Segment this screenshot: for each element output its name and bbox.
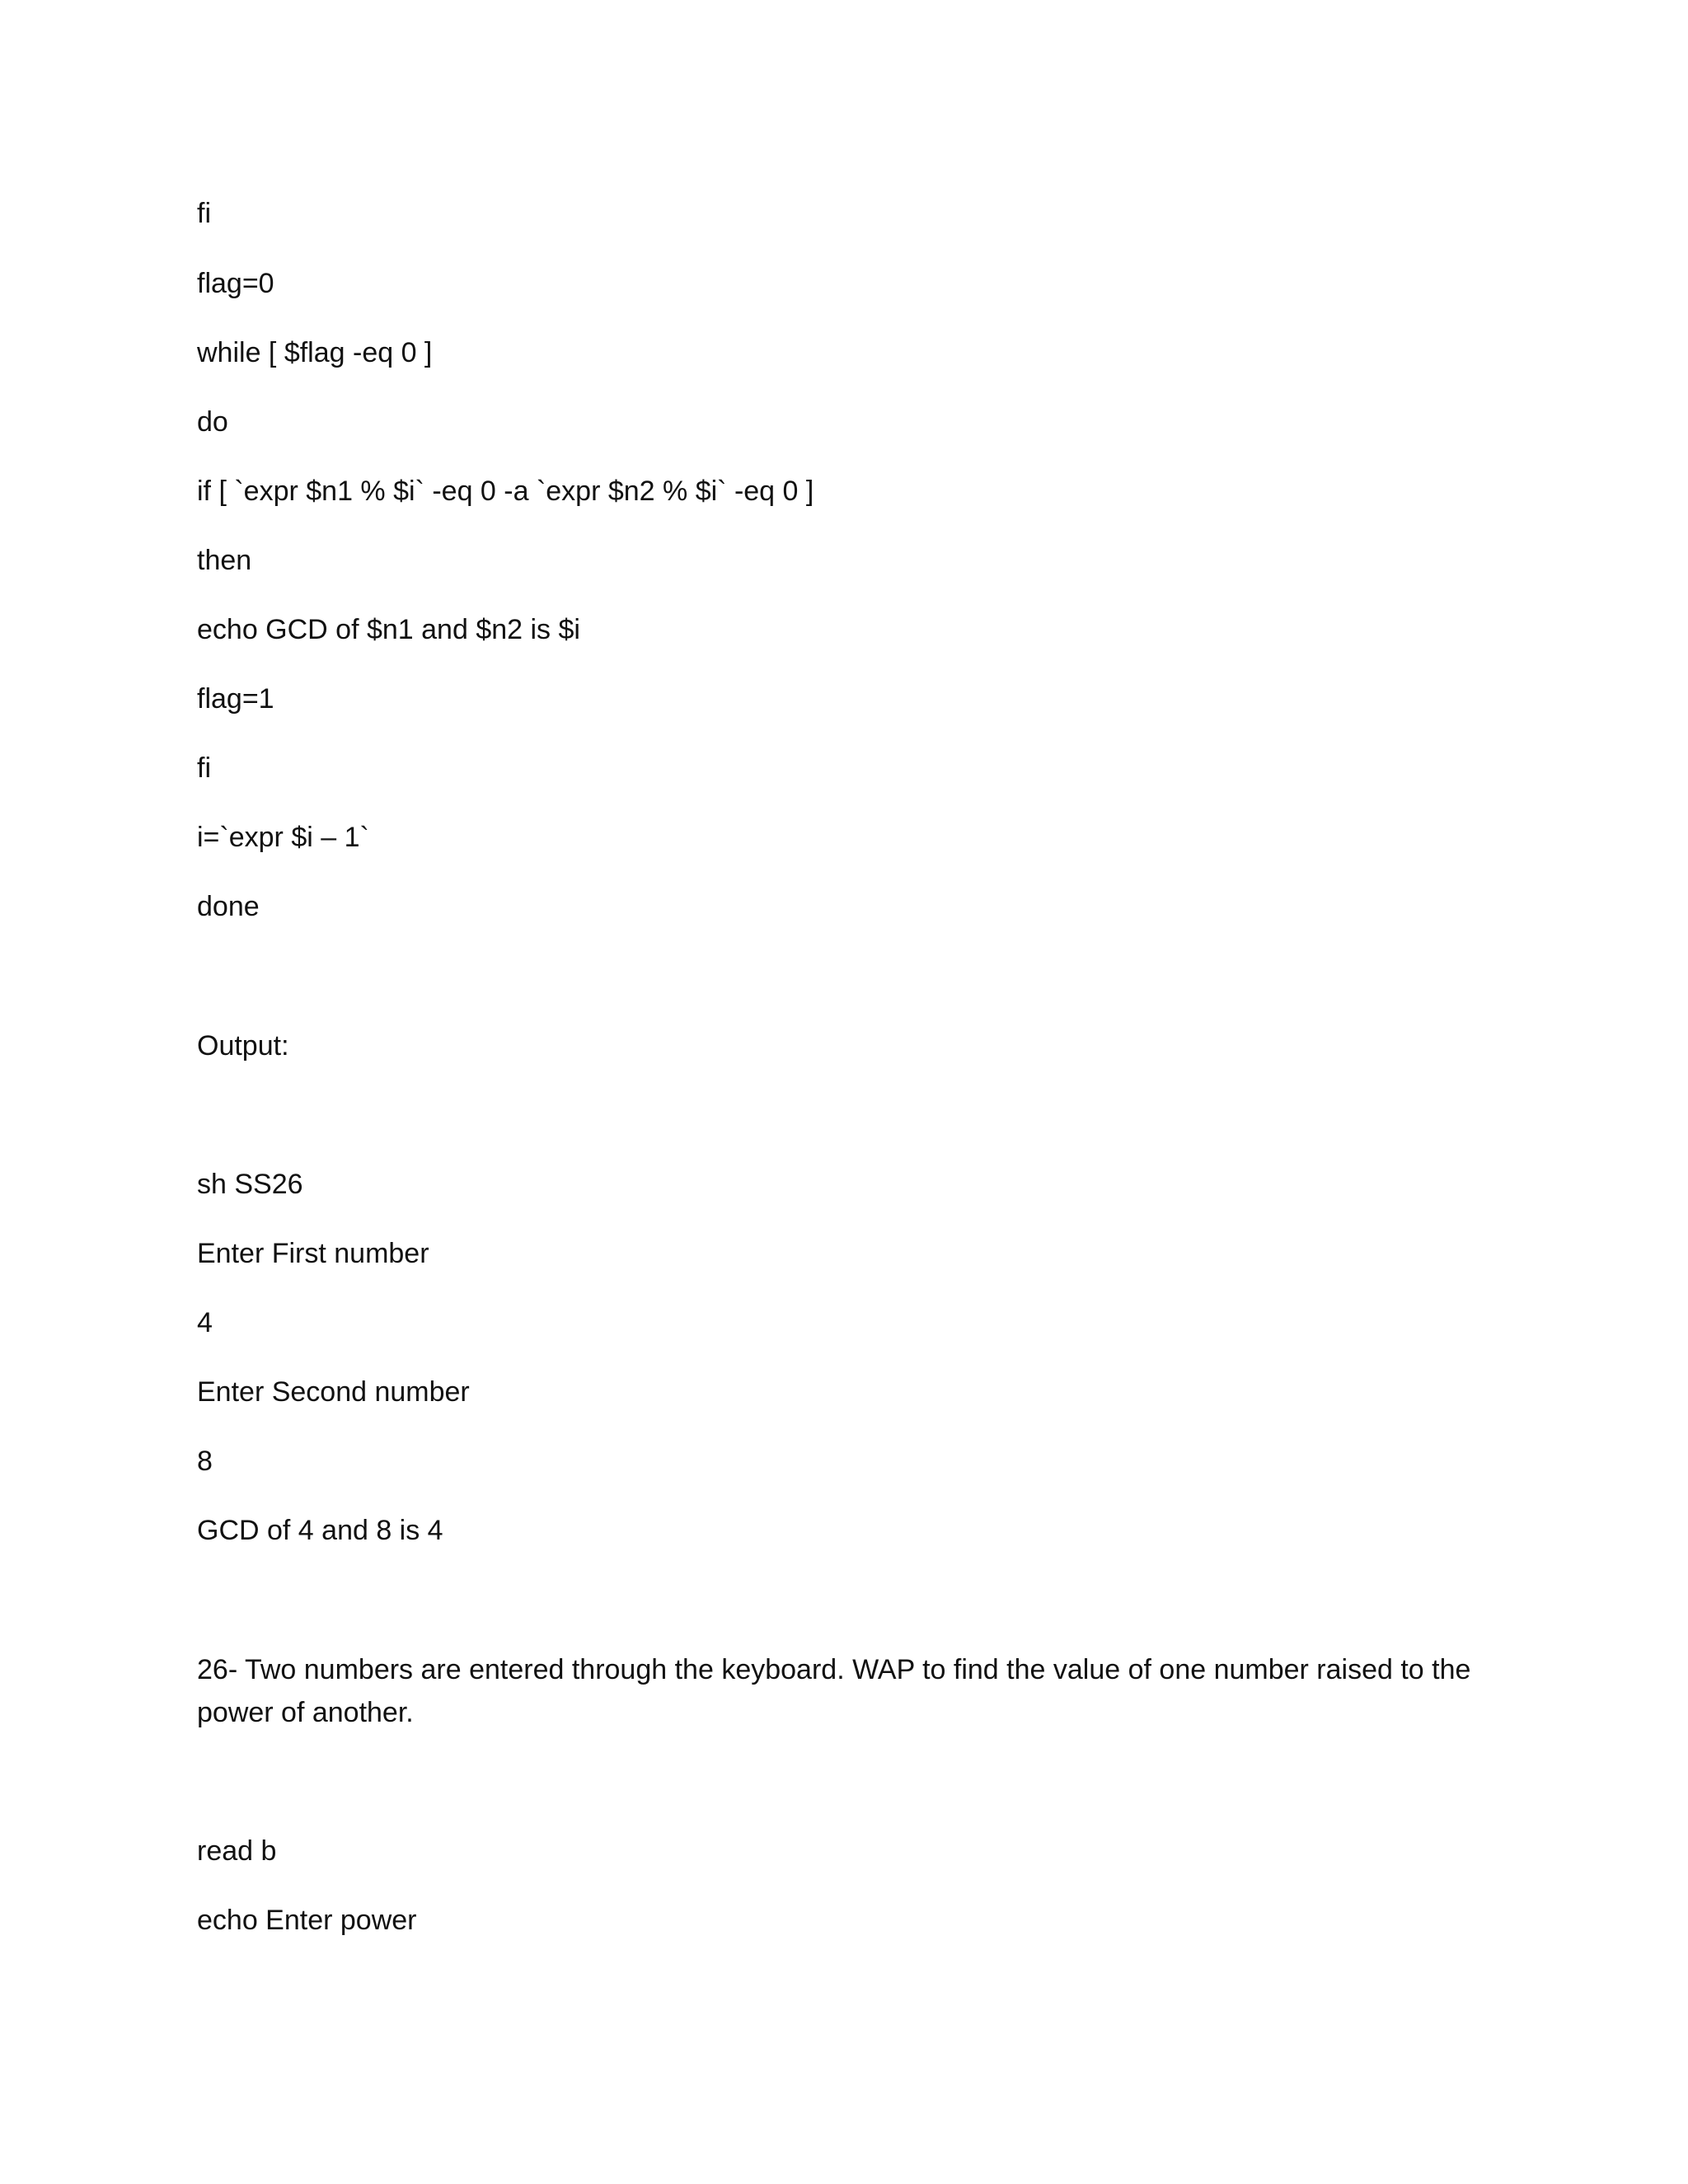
- output-line: Enter Second number: [197, 1376, 470, 1408]
- code-line: flag=0: [197, 268, 274, 299]
- code-line: flag=1: [197, 683, 274, 715]
- code-line: fi: [197, 198, 211, 229]
- output-line: Enter First number: [197, 1238, 429, 1269]
- code-line: while [ $flag -eq 0 ]: [197, 337, 433, 368]
- code-line: echo Enter power: [197, 1905, 417, 1936]
- code-line: if [ `expr $n1 % $i` -eq 0 -a `expr $n2 % $i` -eq 0 ]: [197, 476, 814, 507]
- question-paragraph: 26- Two numbers are entered through the keyboard. WAP to find the value of one number raised to the power of another.: [197, 1654, 1471, 1728]
- code-line: done: [197, 891, 260, 922]
- code-line: i=`expr $i – 1`: [197, 822, 369, 853]
- code-line: then: [197, 545, 252, 576]
- output-line: 4: [197, 1307, 213, 1338]
- code-line: do: [197, 406, 228, 438]
- code-line: fi: [197, 752, 211, 784]
- output-heading: Output:: [197, 1030, 289, 1062]
- output-line: 8: [197, 1446, 213, 1477]
- output-line: sh SS26: [197, 1169, 303, 1200]
- output-line: GCD of 4 and 8 is 4: [197, 1515, 443, 1546]
- code-line: echo GCD of $n1 and $n2 is $i: [197, 614, 580, 645]
- code-line: read b: [197, 1835, 277, 1867]
